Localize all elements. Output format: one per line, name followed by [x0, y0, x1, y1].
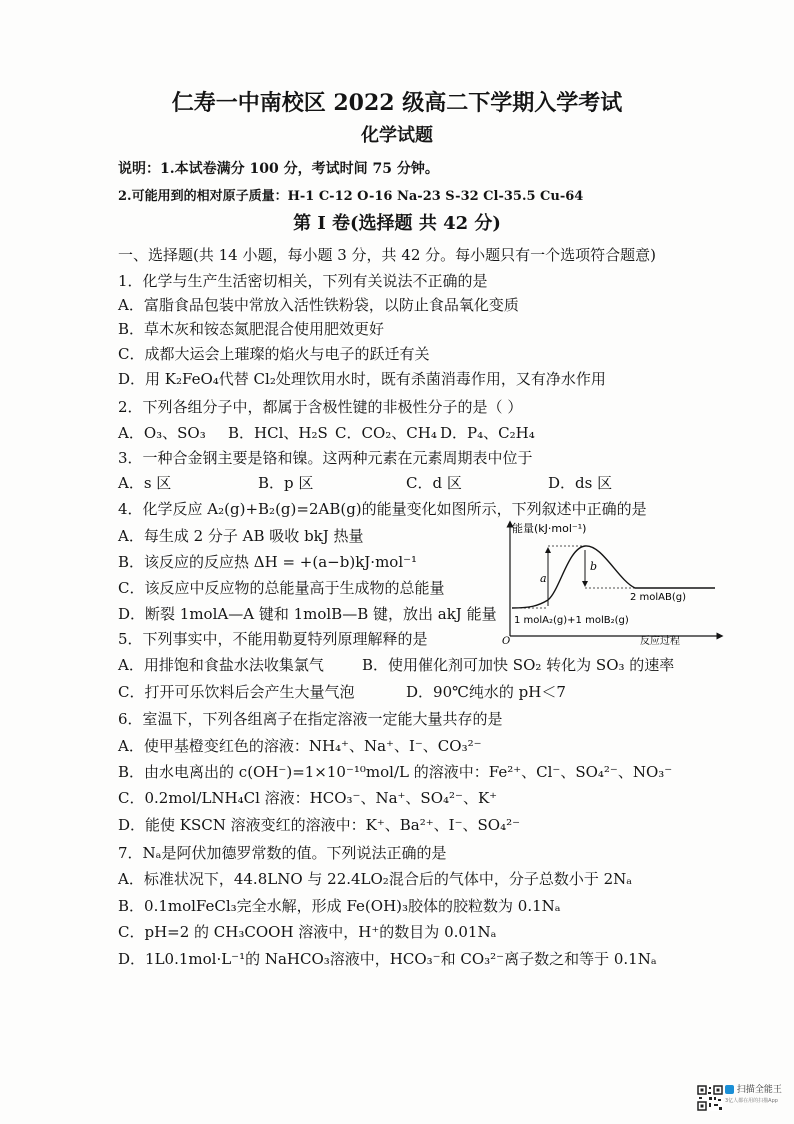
question-4-stem: 4．化学反应 A₂(g)+B₂(g)=2AB(g)的能量变化如图所示，下列叙述中正确的是: [118, 500, 647, 518]
q2-option-a: A．O₃、SO₃: [118, 424, 206, 442]
question-3-stem: 3．一种合金钢主要是铬和镍。这两种元素在元素周期表中位于: [118, 449, 533, 467]
q3-option-d: D．ds 区: [548, 474, 613, 492]
scanner-logo-icon: [725, 1085, 734, 1094]
q5-option-a: A．用排饱和食盐水法收集氯气: [118, 656, 324, 674]
question-7-stem: 7．Nₐ是阿伏加德罗常数的值。下列说法正确的是: [118, 844, 447, 862]
y-axis-label: 能量(kJ·mol⁻¹): [512, 522, 587, 535]
q2-option-c: C．CO₂、CH₄: [335, 424, 437, 442]
q4-option-b: B．该反应的反应热 ΔH = +(a−b)kJ·mol⁻¹: [118, 553, 418, 571]
q3-option-c: C．d 区: [406, 474, 462, 492]
scanner-watermark: [725, 1085, 782, 1107]
energy-diagram: [500, 520, 725, 647]
scanner-tagline: 3亿人都在用的扫描App: [725, 1098, 778, 1104]
q4-option-a: A．每生成 2 分子 AB 吸收 bkJ 热量: [118, 527, 364, 545]
q1-option-b: B．草木灰和铵态氮肥混合使用肥效更好: [118, 320, 385, 338]
q7-option-d: D．1L0.1mol·L⁻¹的 NaHCO₃溶液中，HCO₃⁻和 CO₃²⁻离子数之和等于 0.1Nₐ: [118, 950, 657, 968]
q1-option-c: C．成都大运会上璀璨的焰火与电子的跃迁有关: [118, 345, 430, 363]
section-heading: 第 I 卷(选择题 共 42 分): [293, 213, 501, 234]
q7-option-b: B．0.1molFeCl₃完全水解，形成 Fe(OH)₃胶体的胶粒数为 0.1Nₐ: [118, 897, 561, 915]
product-label: 2 molAB(g): [630, 592, 687, 603]
q5-option-c: C．打开可乐饮料后会产生大量气泡: [118, 683, 355, 701]
exam-subtitle: 化学试题: [361, 125, 433, 146]
q2-option-b: B．HCl、H₂S: [228, 424, 328, 442]
exam-title: 仁寿一中南校区 2022 级高二下学期入学考试: [171, 90, 623, 116]
q1-option-d: D．用 K₂FeO₄代替 Cl₂处理饮用水时，既有杀菌消毒作用，又有净水作用: [118, 370, 606, 388]
section-instruction: 一、选择题(共 14 小题，每小题 3 分，共 42 分。每小题只有一个选项符合题意): [118, 246, 657, 264]
question-6-stem: 6．室温下，下列各组离子在指定溶液一定能大量共存的是: [118, 710, 503, 728]
q1-option-a: A．富脂食品包装中常放入活性铁粉袋，以防止食品氧化变质: [118, 296, 519, 314]
question-2-stem: 2．下列各组分子中，都属于含极性键的非极性分子的是（ ）: [118, 398, 523, 416]
q6-option-b: B．由水电离出的 c(OH⁻)=1×10⁻¹⁰mol/L 的溶液中：Fe²⁺、Cl⁻、SO₄²⁻、NO₃⁻: [118, 763, 673, 781]
label-a: a: [540, 572, 547, 585]
q3-option-a: A．s 区: [118, 474, 172, 492]
reactant-label: 1 molA₂(g)+1 molB₂(g): [514, 615, 629, 626]
x-axis-label: 反应过程: [640, 636, 680, 647]
q5-option-d: D．90℃纯水的 pH＜7: [406, 683, 566, 701]
q6-option-c: C．0.2mol/LNH₄Cl 溶液：HCO₃⁻、Na⁺、SO₄²⁻、K⁺: [118, 789, 498, 807]
label-b: b: [590, 560, 598, 573]
q3-option-b: B．p 区: [258, 474, 314, 492]
q5-option-b: B．使用催化剂可加快 SO₂ 转化为 SO₃ 的速率: [362, 656, 675, 674]
q6-option-a: A．使甲基橙变红色的溶液：NH₄⁺、Na⁺、I⁻、CO₃²⁻: [118, 737, 482, 755]
atomic-masses-line: 2.可能用到的相对原子质量：H-1 C-12 O-16 Na-23 S-32 Cl-35.5 Cu-64: [118, 189, 584, 204]
instructions-line-1: 说明：1.本试卷满分 100 分，考试时间 75 分钟。: [118, 161, 439, 177]
q6-option-d: D．能使 KSCN 溶液变红的溶液中：K⁺、Ba²⁺、I⁻、SO₄²⁻: [118, 816, 521, 834]
question-5-stem: 5．下列事实中，不能用勒夏特列原理解释的是: [118, 630, 428, 648]
q2-option-d: D．P₄、C₂H₄: [440, 424, 535, 442]
origin-label: O: [502, 636, 511, 647]
scanner-brand: 扫描全能王: [725, 1085, 782, 1096]
q4-option-d: D．断裂 1molA—A 键和 1molB—B 键，放出 akJ 能量: [118, 605, 497, 623]
q4-option-c: C．该反应中反应物的总能量高于生成物的总能量: [118, 579, 445, 597]
q7-option-a: A．标准状况下，44.8LNO 与 22.4LO₂混合后的气体中，分子总数小于 2Nₐ: [118, 870, 633, 888]
qr-code-icon: [697, 1085, 723, 1111]
question-1-stem: 1．化学与生产生活密切相关，下列有关说法不正确的是: [118, 272, 488, 290]
q7-option-c: C．pH=2 的 CH₃COOH 溶液中，H⁺的数目为 0.01Nₐ: [118, 923, 497, 941]
